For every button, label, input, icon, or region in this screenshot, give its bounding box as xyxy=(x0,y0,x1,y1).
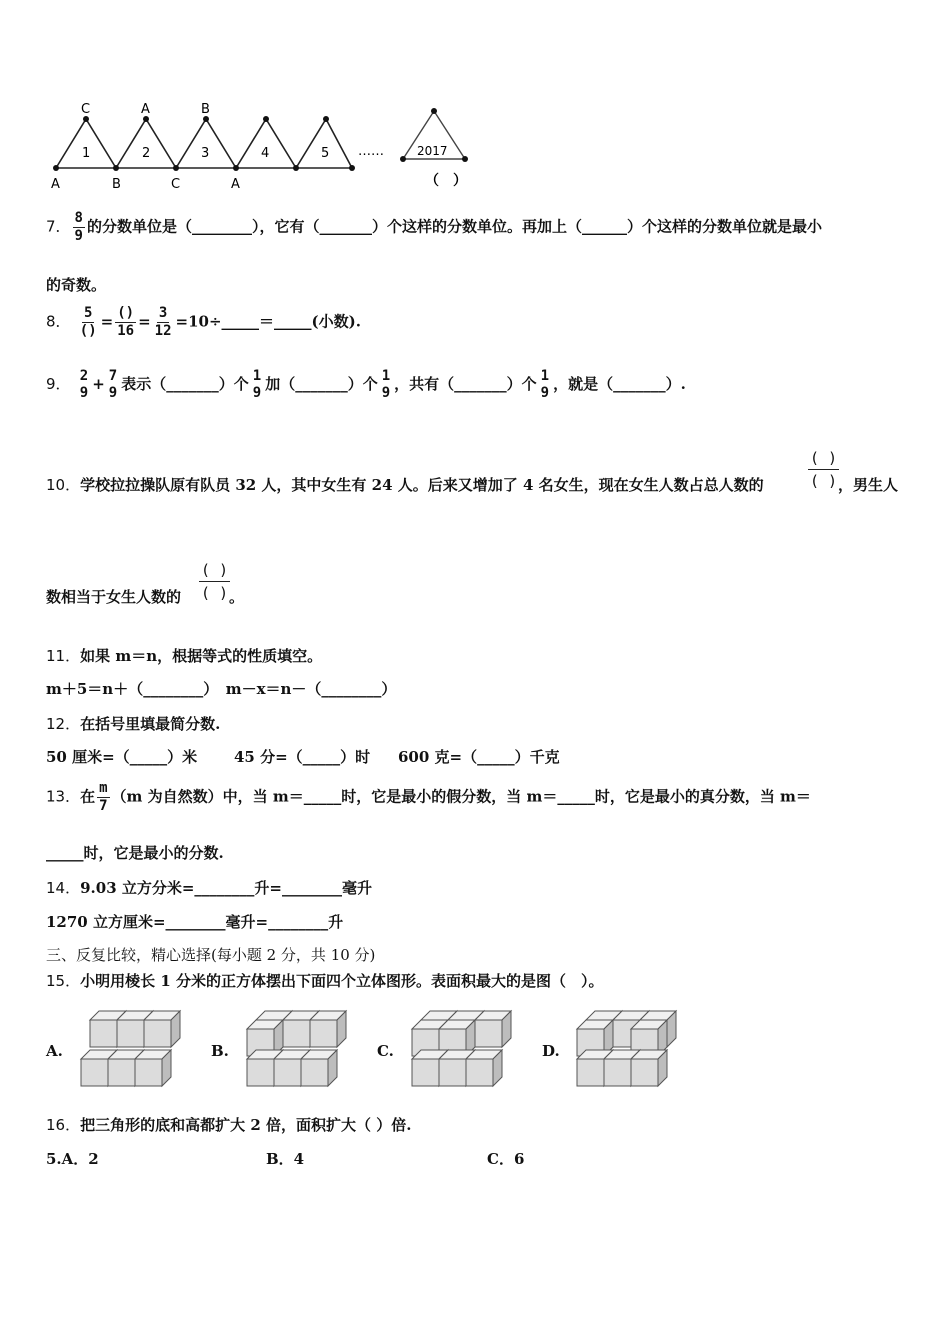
equals: = xyxy=(100,312,114,331)
question-number: 10． xyxy=(46,476,81,494)
fraction: 1 9 xyxy=(252,368,262,401)
q7-line1 xyxy=(46,210,822,245)
q8-text: =10÷_____＝_____(小数). xyxy=(175,312,361,331)
ellipsis: …… xyxy=(358,144,384,159)
cube-face xyxy=(577,1059,604,1086)
triangle-sequence-figure xyxy=(40,95,500,195)
cube-face xyxy=(81,1059,108,1086)
q12-item: 600 克=（_____）千克 xyxy=(398,748,560,766)
q10-blank-fraction-1: $\frac{( )}{( )}$ xyxy=(810,449,838,490)
q10-text: 学校拉拉操队原有队员 32 人，其中女生有 24 人。后来又增加了 4 名女生，现在女生人数占总人数的 xyxy=(80,476,764,494)
fraction: $\frac{3}{12}$ xyxy=(154,305,172,339)
q9-text: 表示（_______）个 xyxy=(121,375,249,393)
equals: = xyxy=(138,312,151,331)
question-number: 16． xyxy=(46,1116,81,1134)
cube-face xyxy=(631,1059,658,1086)
cube-face xyxy=(310,1020,337,1047)
q16-line xyxy=(46,1114,411,1135)
cube-face xyxy=(439,1059,466,1086)
question-number: 12． xyxy=(46,715,81,733)
q12-line1 xyxy=(46,713,220,734)
bottom-label: A xyxy=(51,177,60,192)
cube-face xyxy=(412,1059,439,1086)
q10-blank-fraction-2: $\frac{( )}{( )}$ xyxy=(201,561,229,602)
cube-face xyxy=(283,1020,310,1047)
inner-label: 3 xyxy=(201,146,210,161)
q7-line2: 的奇数。 xyxy=(46,276,107,294)
q8-line xyxy=(46,305,361,340)
cube-figure-a xyxy=(78,1008,188,1096)
q10-line2 xyxy=(46,586,181,607)
q16-text: 把三角形的底和高都扩大 2 倍，面积扩大（ ）倍. xyxy=(80,1116,412,1134)
option-label: C. xyxy=(377,1042,394,1060)
q16-option: C．6 xyxy=(487,1150,525,1168)
inner-label: 1 xyxy=(82,146,91,161)
bottom-label: C xyxy=(171,177,181,192)
question-number: 9． xyxy=(46,375,71,393)
q12-item: 45 分=（_____）时 xyxy=(234,748,371,766)
fraction: 1 9 xyxy=(381,368,391,401)
question-number: 8． xyxy=(46,312,71,331)
q12-item: 50 厘米=（_____）米 xyxy=(46,748,198,766)
option-label: B. xyxy=(211,1042,229,1060)
q9-text: ，共有（_______）个 xyxy=(394,375,537,393)
q9-line xyxy=(46,368,686,402)
q11-line2: m＋5＝n＋（________） m－x＝n－（________） xyxy=(46,680,397,698)
q13-line1 xyxy=(46,780,811,815)
q13-line2: _____时，它是最小的分数. xyxy=(46,844,224,862)
last-triangle-label: 2017 xyxy=(417,144,448,158)
option-label: A. xyxy=(46,1042,63,1060)
cube-face xyxy=(144,1020,171,1047)
inner-label: 4 xyxy=(261,146,270,161)
cube-figure-b xyxy=(244,1008,354,1096)
question-number: 14． xyxy=(46,879,81,897)
cube-face xyxy=(604,1059,631,1086)
cube-figure-c xyxy=(409,1008,519,1096)
q14-text: 9.03 立方分米=________升=________毫升 xyxy=(80,879,372,897)
q11-line1 xyxy=(46,645,322,666)
cube-face xyxy=(135,1059,162,1086)
question-number: 11． xyxy=(46,647,81,665)
answer-paren: （ ） xyxy=(425,173,467,189)
inner-label: 2 xyxy=(142,146,151,161)
q9-text: 加（_______）个 xyxy=(265,375,378,393)
q12-text: 在括号里填最简分数. xyxy=(80,715,221,733)
bottom-label: B xyxy=(112,177,121,192)
cube-figure-d xyxy=(574,1008,684,1096)
option-label: D. xyxy=(542,1042,560,1060)
fraction: 1 9 xyxy=(540,368,550,401)
q10-text4: 。 xyxy=(229,588,245,606)
q16-option: B．4 xyxy=(266,1150,305,1168)
q13-text: 在 xyxy=(80,787,96,806)
q15-text: 小明用棱长 1 分米的正方体摆出下面四个立体图形。表面积最大的是图（ ）。 xyxy=(80,972,604,990)
cube-face xyxy=(274,1059,301,1086)
cube-face xyxy=(301,1059,328,1086)
q16-option: 5.A．2 xyxy=(46,1150,99,1168)
section-heading: 三、反复比较，精心选择(每小题 2 分，共 10 分) xyxy=(46,946,376,964)
fraction: $\frac{5}{()}$ xyxy=(79,305,97,339)
q10-line1 xyxy=(46,474,764,495)
q7-text: 的分数单位是（________），它有（_______）个这样的分数单位。再加上（______）个这样的分数单位就是最小 xyxy=(86,217,822,236)
question-number: 15． xyxy=(46,972,81,990)
cube-face xyxy=(466,1059,493,1086)
fraction-m-7: $\frac{m}{7}$ xyxy=(99,780,108,814)
q13-text: （m 为自然数）中，当 m＝_____时，它是最小的假分数，当 m＝_____时，它是最小的真分数，当 m＝ xyxy=(111,787,811,806)
q11-text: 如果 m＝n，根据等式的性质填空。 xyxy=(80,647,323,665)
plus: + xyxy=(92,375,105,393)
bottom-label: A xyxy=(231,177,240,192)
inner-label: 5 xyxy=(321,146,330,161)
q14-line1 xyxy=(46,877,372,898)
fraction: 2 9 xyxy=(79,368,89,401)
q15-line xyxy=(46,970,603,991)
q10-text2: ，男生人 xyxy=(838,476,899,494)
top-label: C xyxy=(81,102,91,117)
top-label: B xyxy=(201,102,210,117)
cube-face xyxy=(108,1059,135,1086)
cube-face xyxy=(117,1020,144,1047)
q10-text: 数相当于女生人数的 xyxy=(46,588,182,606)
q14-line2: 1270 立方厘米=________毫升=________升 xyxy=(46,913,344,931)
cube-face xyxy=(90,1020,117,1047)
fraction: $\frac{()}{16}$ xyxy=(117,305,135,339)
question-number: 7． xyxy=(46,217,71,236)
q9-text: ，就是（_______）. xyxy=(553,375,686,393)
fraction-8-9: $\frac{8}{9}$ xyxy=(74,210,83,244)
cube-face xyxy=(475,1020,502,1047)
top-label: A xyxy=(141,102,150,117)
fraction: 7 9 xyxy=(108,368,118,401)
cube-face xyxy=(247,1059,274,1086)
question-number: 13． xyxy=(46,787,81,806)
